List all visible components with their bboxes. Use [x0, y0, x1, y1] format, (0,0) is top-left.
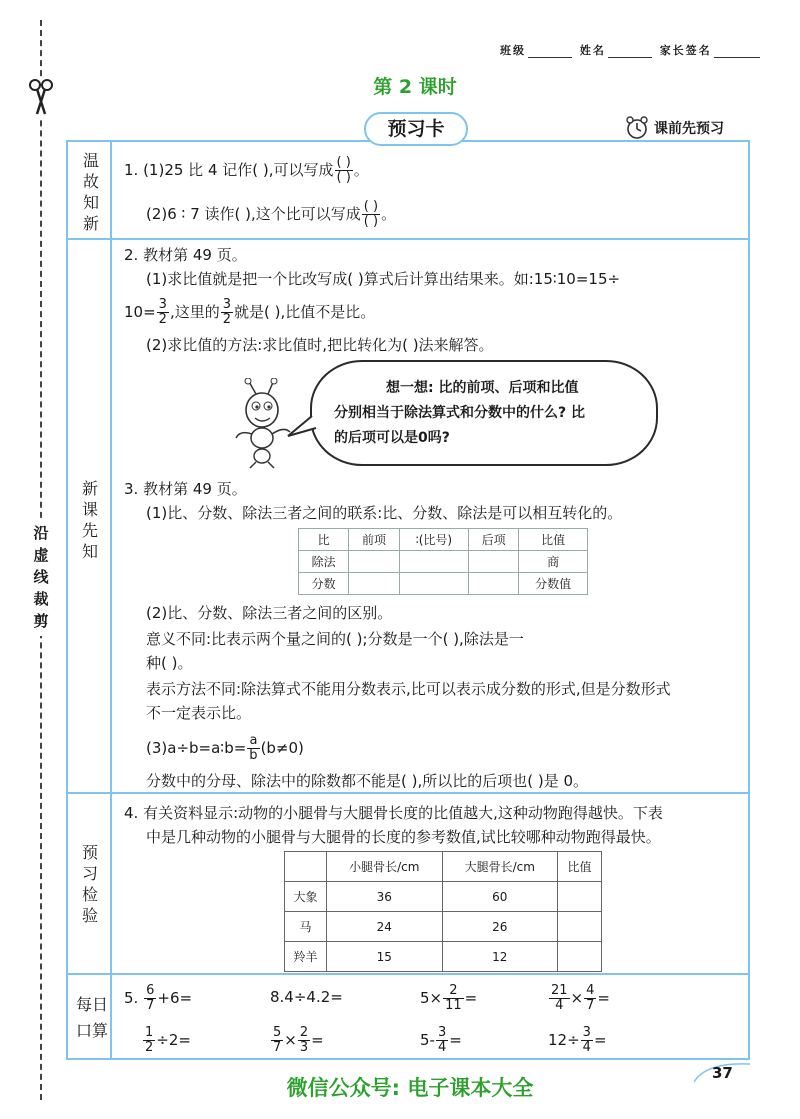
- bubble-line-3: 的后项可以是0吗?: [334, 430, 450, 446]
- expression-tail: +6=: [157, 989, 193, 1007]
- table-cell: 前项: [349, 529, 399, 551]
- fraction-denominator: 2: [158, 312, 167, 327]
- fraction-denominator: 11: [445, 998, 462, 1013]
- table-cell: 26: [442, 912, 558, 942]
- expression-tail: =: [449, 1031, 462, 1049]
- question-1b-end: 。: [381, 205, 397, 223]
- expression-head: 12÷: [548, 1031, 580, 1049]
- fraction: [584, 984, 596, 1013]
- expression-tail: =: [464, 989, 478, 1007]
- fraction-denominator: 7: [273, 1040, 282, 1055]
- table-cell: 马: [285, 912, 327, 942]
- class-label: 班级: [500, 44, 526, 57]
- expression-tail: =: [597, 989, 610, 1007]
- section-divider-2: [68, 792, 748, 794]
- table-cell: 小腿骨长/cm: [327, 852, 443, 882]
- question-1a-text: 1. (1)25 比 4 记作( ),可以写成: [124, 161, 334, 179]
- question-1b-fraction-blank[interactable]: [362, 200, 380, 229]
- question-3-1: (1)比、分数、除法三者之间的联系:比、分数、除法是可以相互转化的。: [146, 504, 623, 522]
- table-cell: 15: [327, 942, 443, 972]
- parent-sign-label: 家长签名: [659, 44, 712, 57]
- question-1a-fraction-blank[interactable]: [335, 156, 353, 185]
- table-row: [299, 573, 588, 595]
- section-label-review: 温故知新: [82, 151, 99, 233]
- q3-3-start: (3)a÷b=a∶b=: [146, 739, 247, 757]
- exercise-3[interactable]: [420, 984, 477, 1013]
- operator: ×: [284, 1031, 297, 1049]
- table-cell: 分数值: [519, 573, 588, 595]
- table-cell: 24: [327, 912, 443, 942]
- question-2-1-line1: (1)求比值就是把一个比改写成( )算式后计算出结果来。如:15∶10=15÷: [146, 270, 621, 288]
- relation-table-header: [299, 529, 588, 551]
- question-4-line2: 中是几种动物的小腿骨与大腿骨的长度的参考数值,试比较哪种动物跑得最快。: [146, 828, 661, 846]
- question-3-2: (2)比、分数、除法三者之间的区别。: [146, 604, 393, 622]
- question-1b: [146, 200, 396, 229]
- meaning-line-1: 意义不同:比表示两个量之间的( );分数是一个( ),除法是一: [146, 630, 524, 648]
- table-cell: ∶(比号): [399, 529, 468, 551]
- animal-table-header: [285, 852, 602, 882]
- table-cell: 比值: [519, 529, 588, 551]
- fraction: [581, 1026, 593, 1055]
- question-4-line1: 4. 有关资料显示:动物的小腿骨与大腿骨长度的比值越大,这种动物跑得越快。下表: [124, 804, 663, 822]
- fraction: [549, 984, 570, 1013]
- fraction: [143, 1026, 155, 1055]
- expression-head: 5-: [420, 1031, 435, 1049]
- fraction: [271, 1026, 283, 1055]
- name-field[interactable]: [608, 46, 652, 58]
- exercise-6[interactable]: [270, 1026, 324, 1055]
- section-divider-3: [68, 973, 748, 975]
- footer-watermark: 微信公众号: 电子课本大全: [286, 1076, 534, 1100]
- question-2-title: 2. 教材第 49 页。: [124, 246, 247, 264]
- fraction-denominator: 3: [299, 1040, 309, 1055]
- q2-line2-start: 10=: [124, 303, 156, 321]
- table-blank-cell[interactable]: [349, 573, 399, 595]
- fraction-numerator: 5: [273, 1025, 282, 1040]
- fraction-numerator: 1: [145, 1025, 154, 1040]
- label-column-divider: [110, 142, 112, 1058]
- parent-sign-field[interactable]: [714, 46, 760, 58]
- alarm-clock-icon: [624, 115, 650, 141]
- fraction-numerator: ( ): [363, 199, 379, 214]
- fraction-numerator: 4: [586, 983, 595, 998]
- fraction-denominator: ( ): [363, 214, 379, 229]
- exercise-8[interactable]: [548, 1026, 607, 1055]
- animal-bone-table: [284, 851, 602, 972]
- card-title: 预习卡: [364, 112, 468, 146]
- q2-line2-mid: ,这里的: [169, 303, 220, 321]
- thought-bubble-tail: [286, 412, 326, 442]
- table-blank-cell[interactable]: [469, 551, 519, 573]
- table-blank-cell[interactable]: [558, 882, 602, 912]
- fraction-numerator: a: [249, 733, 258, 748]
- table-row: [285, 882, 602, 912]
- table-cell: 12: [442, 942, 558, 972]
- preview-badge-label: 课前先预习: [654, 121, 724, 137]
- fraction-a-over-b: [247, 734, 259, 763]
- table-blank-cell[interactable]: [349, 551, 399, 573]
- fraction: [298, 1026, 310, 1055]
- fraction-denominator: 4: [437, 1040, 447, 1055]
- student-info-fields: [500, 42, 762, 58]
- table-cell: 比值: [558, 852, 602, 882]
- fraction-numerator: 2: [449, 983, 458, 998]
- representation-line-1: 表示方法不同:除法算式不能用分数表示,比可以表示成分数的形式,但是分数形式: [146, 680, 671, 698]
- thought-bubble-text: [334, 376, 644, 451]
- exercise-7[interactable]: [420, 1026, 462, 1055]
- question-2-2: (2)求比值的方法:求比值时,把比转化为( )法来解答。: [146, 336, 494, 354]
- question-3-3: [146, 734, 304, 763]
- table-blank-cell[interactable]: [558, 942, 602, 972]
- representation-line-2: 不一定表示比。: [146, 704, 252, 722]
- fraction-denominator: b: [249, 748, 258, 763]
- question-1a: [124, 156, 369, 185]
- fraction-numerator: 21: [551, 983, 568, 998]
- q2-line2-end: 就是( ),比值不是比。: [234, 303, 376, 321]
- table-blank-cell[interactable]: [399, 573, 468, 595]
- question-3-title: 3. 教材第 49 页。: [124, 480, 247, 498]
- class-field[interactable]: [528, 46, 572, 58]
- fraction-denominator: 4: [582, 1040, 591, 1055]
- table-cell: 大腿骨长/cm: [442, 852, 558, 882]
- preview-badge: [624, 114, 724, 142]
- fraction-denominator: 4: [549, 998, 570, 1013]
- table-row: [285, 912, 602, 942]
- name-label: 姓名: [579, 44, 606, 57]
- exercise-5[interactable]: [142, 1026, 191, 1055]
- table-cell: 比: [299, 529, 349, 551]
- fraction-denominator: 7: [146, 998, 155, 1013]
- table-row: [285, 942, 602, 972]
- section-divider-1: [68, 238, 748, 240]
- fraction: [144, 984, 156, 1013]
- fraction-numerator: 3: [158, 297, 167, 312]
- fraction-numerator: 3: [222, 297, 231, 312]
- fraction-numerator: 3: [582, 1025, 591, 1040]
- table-cell: 36: [327, 882, 443, 912]
- exercise-4[interactable]: [548, 984, 610, 1013]
- lesson-title: 第 2 课时: [373, 76, 457, 98]
- expression-tail: =: [311, 1031, 324, 1049]
- fraction-3-over-2: [157, 298, 169, 327]
- scissors-icon: [26, 78, 56, 118]
- meaning-line-2: 种( )。: [146, 654, 193, 672]
- table-blank-cell[interactable]: [469, 573, 519, 595]
- question-1a-end: 。: [353, 161, 369, 179]
- fraction-numerator: 3: [437, 1025, 447, 1040]
- question-2-1-line2: [124, 298, 375, 327]
- question-5-number: 5.: [124, 989, 139, 1007]
- fraction: [443, 984, 464, 1013]
- cut-instruction: 沿虚线裁剪: [30, 518, 52, 636]
- exercise-2[interactable]: 8.4÷4.2=: [270, 988, 343, 1006]
- fraction-numerator: 6: [146, 983, 155, 998]
- fraction-3-over-2-second: [221, 298, 233, 327]
- bubble-line-1: 想一想: 比的前项、后项和比值: [386, 380, 579, 396]
- page-number: 37: [712, 1064, 733, 1082]
- table-cell: 羚羊: [285, 942, 327, 972]
- relation-table: [298, 528, 588, 595]
- question-3-last: 分数中的分母、除法中的除数都不能是( ),所以比的后项也( )是 0。: [146, 772, 589, 790]
- table-cell: 60: [442, 882, 558, 912]
- fraction-numerator: 2: [299, 1025, 309, 1040]
- fraction-denominator: 2: [145, 1040, 154, 1055]
- exercise-1[interactable]: [124, 984, 192, 1013]
- fraction: [436, 1026, 448, 1055]
- table-row: [299, 551, 588, 573]
- operator: ×: [570, 989, 584, 1007]
- table-cell: 分数: [299, 573, 349, 595]
- table-cell: 商: [519, 551, 588, 573]
- table-cell: [285, 852, 327, 882]
- expression-tail: =: [593, 1031, 607, 1049]
- table-cell: 后项: [469, 529, 519, 551]
- table-blank-cell[interactable]: [399, 551, 468, 573]
- table-blank-cell[interactable]: [558, 912, 602, 942]
- table-cell: 大象: [285, 882, 327, 912]
- fraction-denominator: ( ): [336, 170, 351, 185]
- bubble-line-2: 分别相当于除法算式和分数中的什么? 比: [334, 405, 585, 421]
- section-label-check: 预习检验: [81, 843, 98, 925]
- table-cell: 除法: [299, 551, 349, 573]
- q3-3-end: (b≠0): [260, 739, 304, 757]
- expression-tail: ÷2=: [156, 1031, 191, 1049]
- section-label-new-lesson: 新课先知: [81, 479, 98, 561]
- expression-head: 5×: [420, 989, 443, 1007]
- fraction-denominator: 2: [222, 312, 231, 327]
- fraction-numerator: ( ): [336, 155, 351, 170]
- question-1b-text: (2)6 ∶ 7 读作( ),这个比可以写成: [146, 205, 361, 223]
- fraction-denominator: 7: [586, 998, 595, 1013]
- section-label-mental: 每日口算: [75, 995, 108, 1040]
